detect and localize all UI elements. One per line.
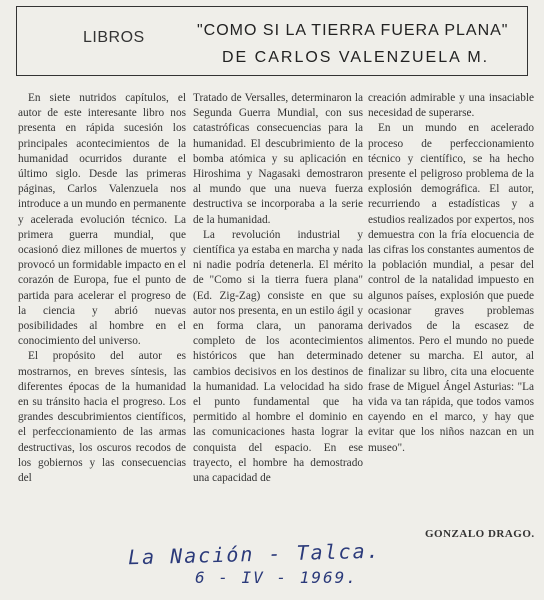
- paragraph: El propósito del autor es mostrarnos, en breves síntesis, las diferentes épocas de la humanidad en su tránsito hacia el progreso. Los grandes descubrimientos científicos, el perfeccionamiento de las armas destructivas, los oscuros recodos de los gobiernos y las consecuencias del: [18, 350, 186, 485]
- article-byline: DE CARLOS VALENZUELA M.: [222, 49, 490, 66]
- paragraph: En siete nutridos capítulos, el autor de este interesante libro nos presenta en rápida sucesión los principales acontecimientos de la humanidad ocurridos durante el último siglo. Desde las primeras páginas, Carlos Valenzuela nos introduce a un mundo en permanente y acelerada evolución técnico. La primera guerra mundial, que ocasionó diez millones de muertos y provocó un formidable impacto en el corazón de Europa, fue el punto de partida para acelerar el progreso de la ciencia y abrió nuevas posibilidades al hombre en el conocimiento del universo.: [18, 92, 186, 348]
- header-box: [16, 6, 528, 76]
- handwritten-date: 6 - IV - 1969.: [195, 568, 358, 587]
- article-column-3: [368, 91, 534, 521]
- paragraph: creación admirable y una insaciable necesidad de superarse.: [368, 92, 534, 120]
- author-signature: GONZALO DRAGO.: [425, 528, 535, 540]
- article-column-1: [18, 91, 186, 531]
- article-title: "COMO SI LA TIERRA FUERA PLANA": [197, 22, 509, 39]
- article-column-2: [193, 91, 363, 531]
- section-label: LIBROS: [83, 29, 145, 46]
- paragraph: La revolución industrial y científica ya estaba en marcha y nada ni nadie podría detenerla. El mérito de "Como si la tierra fuera plana" (Ed. Zig-Zag) consiste en que su autor nos presenta, en un estilo ágil y en forma clara, un panorama completo de los acontecimientos históricos que han determinado cambios decisivos en los destinos de la humanidad. La velocidad ha sido el punto fundamental que ha permitido al hombre el dominio en las comunicaciones hasta lograr la conquista del espacio. En ese trayecto, el hombre ha demostrado una capacidad de: [193, 228, 363, 485]
- paragraph: En un mundo en acelerado proceso de perfeccionamiento técnico y científico, se ha hecho presente el peligroso problema de la explosión demográfica. El autor, recurriendo a estadísticas y a estudios realizados por expertos, nos demuestra con la fría elocuencia de las cifras los constantes aumentos de la población mundial, a pesar del control de la natalidad impuesto en algunos países, explosión que puede ocasionar graves problemas derivados de la escasez de alimentos. Pero el mundo no puede detener su marcha. El autor, al finalizar su libro, cita una elocuente frase de Miguel Ángel Asturias: "La vida va tan rápida, que todos vamos cayendo en el marco, y hay que evitar que los niños nazcan en un museo".: [368, 122, 534, 454]
- paragraph: Tratado de Versalles, determinaron la Segunda Guerra Mundial, con sus catastróficas consecuencias para la humanidad. El descubrimiento de la bomba atómica y su aplicación en Hiroshima y Nagasaki demostraron al mundo que una nueva fuerza destructiva se incorporaba a la serie de la humanidad.: [193, 92, 363, 226]
- handwritten-source: La Nación - Talca.: [127, 538, 382, 570]
